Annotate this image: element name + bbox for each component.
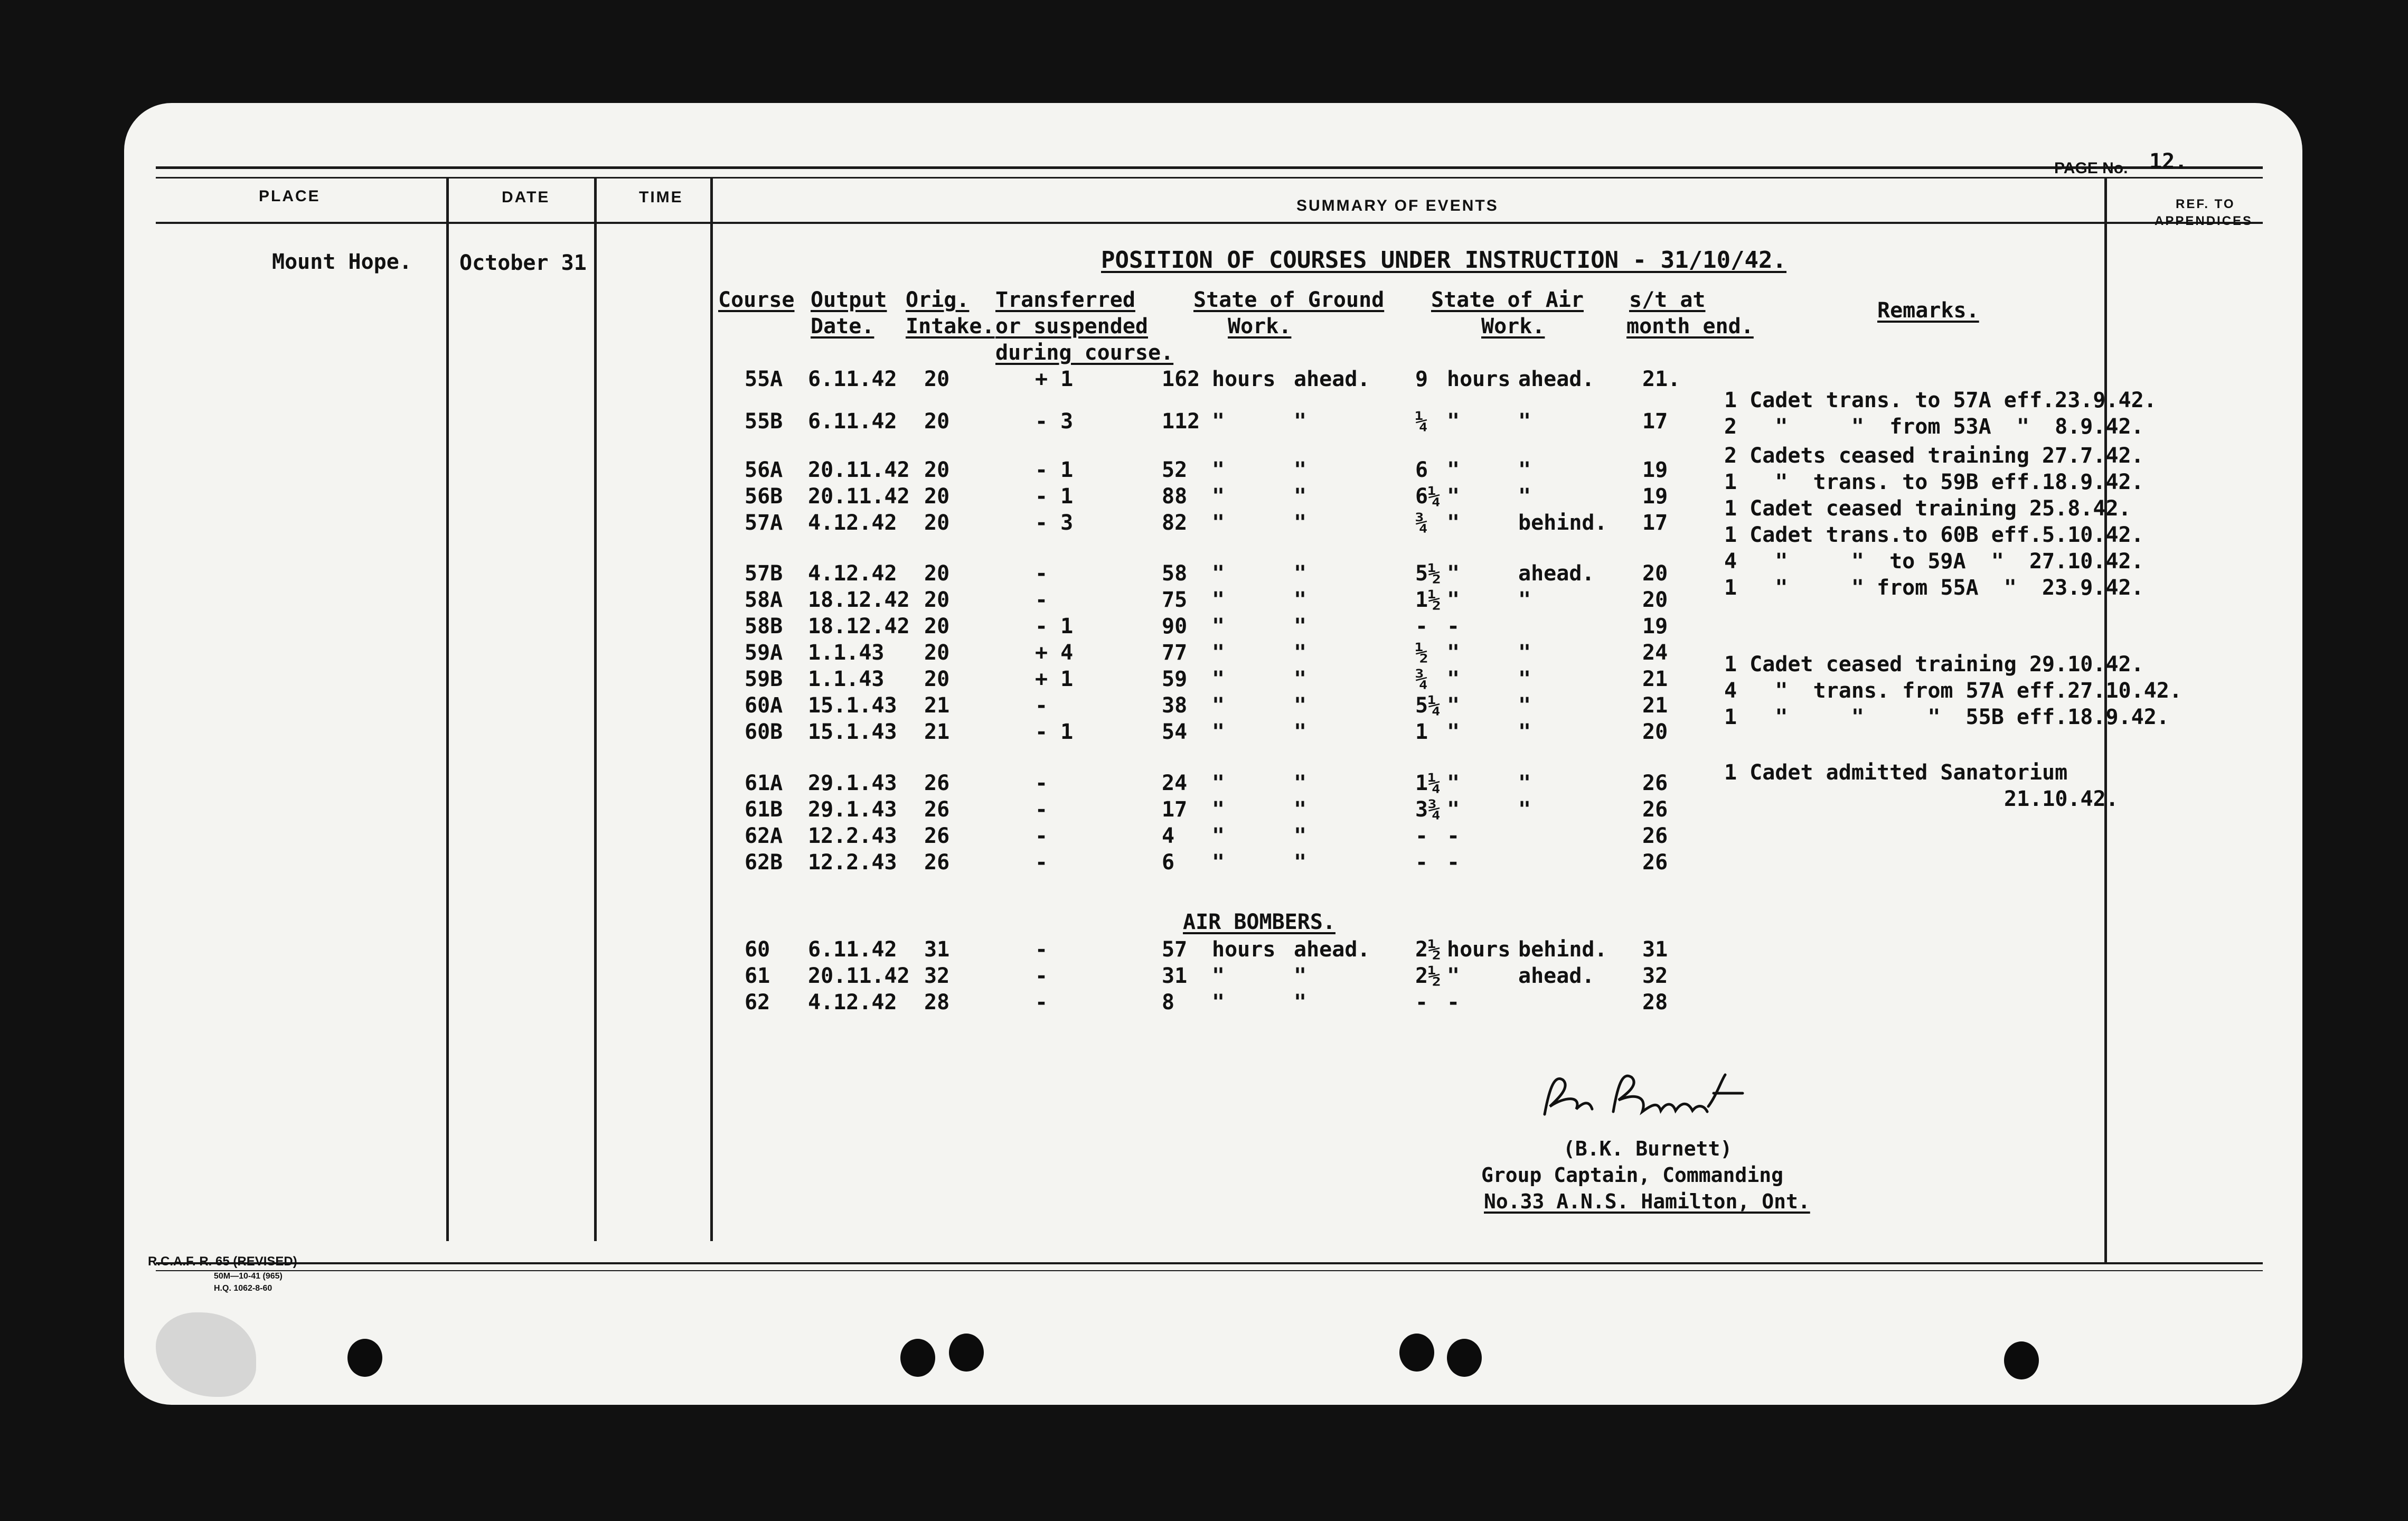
- row-intake: 20: [924, 667, 950, 691]
- row-intake: 26: [924, 824, 950, 848]
- punch-hole: [900, 1339, 935, 1377]
- row-air-unit: -: [1447, 850, 1460, 875]
- row-st: 19: [1642, 614, 1668, 639]
- row-air-unit: hours: [1447, 937, 1511, 962]
- row-ground: 38: [1162, 693, 1188, 718]
- row-ground: 57: [1162, 937, 1188, 962]
- row-air: 1¼: [1415, 771, 1441, 795]
- remark-line: 1 Cadet trans.to 60B eff.5.10.42.: [1724, 523, 2144, 547]
- row-air: 2½: [1415, 937, 1441, 962]
- th-st-2: month end.: [1626, 314, 1754, 339]
- row-intake: 21: [924, 693, 950, 718]
- row-air-dir: ": [1518, 409, 1531, 434]
- row-ground-dir: ": [1294, 964, 1307, 988]
- row-ground-dir: ": [1294, 771, 1307, 795]
- row-output: 20.11.42: [808, 484, 910, 509]
- row-st: 17: [1642, 409, 1668, 434]
- document-card: [124, 103, 2302, 1405]
- header-bottom-rule: [156, 222, 2263, 224]
- col-time-header: TIME: [639, 189, 683, 206]
- row-output: 4.12.42: [808, 561, 897, 586]
- row-st: 17: [1642, 511, 1668, 535]
- remark-line: 1 Cadet ceased training 29.10.42.: [1724, 652, 2144, 677]
- th-air-2: Work.: [1481, 314, 1545, 339]
- row-ground: 4: [1162, 824, 1175, 848]
- row-st: 19: [1642, 458, 1668, 482]
- row-transferred: -: [1035, 850, 1048, 875]
- top-rule: [156, 166, 2263, 169]
- row-ground-dir: ": [1294, 458, 1307, 482]
- remark-line: 1 Cadet admitted Sanatorium: [1724, 760, 2068, 785]
- row-ground-unit: ": [1212, 614, 1225, 639]
- row-transferred: - 1: [1035, 484, 1074, 509]
- row-ground-unit: ": [1212, 720, 1225, 744]
- row-output: 20.11.42: [808, 964, 910, 988]
- row-air: -: [1415, 824, 1428, 848]
- row-intake: 26: [924, 850, 950, 875]
- row-st: 19: [1642, 484, 1668, 509]
- row-ground: 6: [1162, 850, 1175, 875]
- remark-line: 21.10.42.: [2004, 787, 2119, 811]
- row-intake: 20: [924, 561, 950, 586]
- torn-corner: [156, 1312, 256, 1397]
- row-st: 26: [1642, 850, 1668, 875]
- row-air-unit: ": [1447, 588, 1460, 612]
- row-air: ¾: [1415, 667, 1428, 691]
- row-course: 60: [745, 937, 770, 962]
- row-ground: 58: [1162, 561, 1188, 586]
- row-air: ¼: [1415, 409, 1428, 434]
- row-ground-unit: ": [1212, 641, 1225, 665]
- row-intake: 20: [924, 484, 950, 509]
- row-air-dir: ": [1518, 693, 1531, 718]
- row-output: 4.12.42: [808, 990, 897, 1015]
- row-st: 31: [1642, 937, 1668, 962]
- remark-line: 4 " " to 59A " 27.10.42.: [1724, 549, 2144, 574]
- punch-hole: [949, 1334, 984, 1372]
- punch-hole: [1447, 1339, 1482, 1377]
- row-st: 21: [1642, 693, 1668, 718]
- row-st: 21: [1642, 667, 1668, 691]
- entry-place: Mount Hope.: [272, 250, 412, 274]
- row-output: 6.11.42: [808, 937, 897, 962]
- row-air-unit: -: [1447, 824, 1460, 848]
- row-intake: 21: [924, 720, 950, 744]
- row-course: 60A: [745, 693, 783, 718]
- row-ground: 75: [1162, 588, 1188, 612]
- row-air: ¾: [1415, 511, 1428, 535]
- signatory-name: (B.K. Burnett): [1563, 1137, 1733, 1160]
- row-air-dir: ": [1518, 797, 1531, 822]
- row-air-unit: ": [1447, 484, 1460, 509]
- row-ground-dir: ": [1294, 720, 1307, 744]
- col-place-header: PLACE: [259, 187, 321, 205]
- row-ground-dir: ": [1294, 511, 1307, 535]
- row-course: 55B: [745, 409, 783, 434]
- row-st: 21.: [1642, 367, 1681, 391]
- row-air-dir: ": [1518, 720, 1531, 744]
- row-transferred: -: [1035, 771, 1048, 795]
- row-ground-unit: ": [1212, 824, 1225, 848]
- row-air-unit: ": [1447, 409, 1460, 434]
- th-ground-2: Work.: [1228, 314, 1292, 339]
- signature-image: [1534, 1064, 1756, 1128]
- row-air: -: [1415, 990, 1428, 1015]
- row-air: -: [1415, 850, 1428, 875]
- row-ground-dir: ": [1294, 824, 1307, 848]
- footer-rule: [156, 1262, 2263, 1264]
- row-output: 4.12.42: [808, 511, 897, 535]
- divider-date-time: [594, 177, 597, 1241]
- row-air-dir: ": [1518, 484, 1531, 509]
- row-air-dir: ": [1518, 641, 1531, 665]
- row-output: 18.12.42: [808, 614, 910, 639]
- row-course: 62A: [745, 824, 783, 848]
- form-id-line-2: 50M—10-41 (965): [214, 1272, 283, 1281]
- row-st: 26: [1642, 771, 1668, 795]
- divider-place-date: [446, 177, 449, 1241]
- row-air-unit: ": [1447, 667, 1460, 691]
- row-ground-unit: ": [1212, 484, 1225, 509]
- row-air-dir: ahead.: [1518, 561, 1595, 586]
- signatory-rank: Group Captain, Commanding: [1481, 1163, 1783, 1187]
- row-air: 3¾: [1415, 797, 1441, 822]
- row-transferred: -: [1035, 990, 1048, 1015]
- row-transferred: -: [1035, 588, 1048, 612]
- row-output: 20.11.42: [808, 458, 910, 482]
- row-air-unit: ": [1447, 458, 1460, 482]
- row-ground: 82: [1162, 511, 1188, 535]
- row-air-dir: ahead.: [1518, 964, 1595, 988]
- row-course: 61: [745, 964, 770, 988]
- summary-title: POSITION OF COURSES UNDER INSTRUCTION - 31/10/42.: [1101, 247, 1787, 274]
- row-transferred: -: [1035, 797, 1048, 822]
- row-air: 5¼: [1415, 693, 1441, 718]
- row-course: 59A: [745, 641, 783, 665]
- page-no-label: PAGE No.: [2054, 159, 2128, 177]
- row-ground-dir: ahead.: [1294, 937, 1370, 962]
- row-ground-unit: hours: [1212, 367, 1276, 391]
- row-st: 20: [1642, 561, 1668, 586]
- col-date-header: DATE: [502, 189, 550, 206]
- row-transferred: -: [1035, 824, 1048, 848]
- row-air-dir: ": [1518, 771, 1531, 795]
- punch-hole: [347, 1339, 382, 1377]
- remark-line: 2 Cadets ceased training 27.7.42.: [1724, 444, 2144, 468]
- row-air-unit: ": [1447, 720, 1460, 744]
- row-output: 15.1.43: [808, 693, 897, 718]
- row-air-unit: hours: [1447, 367, 1511, 391]
- air-bombers-heading: AIR BOMBERS.: [1183, 910, 1335, 934]
- row-air-unit: ": [1447, 693, 1460, 718]
- row-st: 26: [1642, 797, 1668, 822]
- row-course: 58A: [745, 588, 783, 612]
- row-ground-dir: ": [1294, 614, 1307, 639]
- row-ground: 52: [1162, 458, 1188, 482]
- row-air-dir: ahead.: [1518, 367, 1595, 391]
- row-intake: 20: [924, 614, 950, 639]
- col-summary-header: SUMMARY OF EVENTS: [1296, 197, 1499, 214]
- row-ground-unit: ": [1212, 771, 1225, 795]
- row-output: 15.1.43: [808, 720, 897, 744]
- row-course: 57A: [745, 511, 783, 535]
- remark-line: 1 " " from 55A " 23.9.42.: [1724, 576, 2144, 600]
- row-air-dir: ": [1518, 588, 1531, 612]
- row-ground-unit: ": [1212, 588, 1225, 612]
- row-st: 20: [1642, 588, 1668, 612]
- row-ground: 112: [1162, 409, 1200, 434]
- row-course: 62B: [745, 850, 783, 875]
- row-intake: 20: [924, 409, 950, 434]
- row-ground-unit: ": [1212, 511, 1225, 535]
- row-transferred: -: [1035, 561, 1048, 586]
- form-id-line-1: R.C.A.F. R. 65 (REVISED): [148, 1254, 297, 1269]
- row-st: 20: [1642, 720, 1668, 744]
- row-output: 12.2.43: [808, 850, 897, 875]
- row-intake: 32: [924, 964, 950, 988]
- row-ground-dir: ": [1294, 484, 1307, 509]
- row-air-dir: ": [1518, 667, 1531, 691]
- row-output: 29.1.43: [808, 797, 897, 822]
- signatory-unit: No.33 A.N.S. Hamilton, Ont.: [1484, 1190, 1810, 1213]
- row-air-dir: ": [1518, 458, 1531, 482]
- row-ground-unit: ": [1212, 561, 1225, 586]
- row-course: 57B: [745, 561, 783, 586]
- row-transferred: -: [1035, 937, 1048, 962]
- row-transferred: -: [1035, 693, 1048, 718]
- row-transferred: - 1: [1035, 458, 1074, 482]
- row-ground-unit: hours: [1212, 937, 1276, 962]
- row-output: 29.1.43: [808, 771, 897, 795]
- th-remarks: Remarks.: [1877, 298, 1979, 323]
- row-transferred: + 4: [1035, 641, 1074, 665]
- row-air-unit: ": [1447, 641, 1460, 665]
- row-air: 1½: [1415, 588, 1441, 612]
- row-transferred: - 1: [1035, 720, 1074, 744]
- row-output: 1.1.43: [808, 641, 885, 665]
- row-ground-unit: ": [1212, 693, 1225, 718]
- row-transferred: - 3: [1035, 409, 1074, 434]
- th-air-1: State of Air: [1431, 288, 1584, 312]
- row-intake: 26: [924, 797, 950, 822]
- remark-line: 2 " " from 53A " 8.9.42.: [1724, 415, 2144, 439]
- row-intake: 20: [924, 641, 950, 665]
- row-course: 61B: [745, 797, 783, 822]
- th-output-1: Output: [811, 288, 887, 312]
- row-ground-unit: ": [1212, 458, 1225, 482]
- row-air-unit: -: [1447, 990, 1460, 1015]
- row-output: 18.12.42: [808, 588, 910, 612]
- row-ground-dir: ": [1294, 641, 1307, 665]
- row-st: 32: [1642, 964, 1668, 988]
- row-air-dir: behind.: [1518, 937, 1607, 962]
- row-air-unit: -: [1447, 614, 1460, 639]
- row-transferred: + 1: [1035, 367, 1074, 391]
- row-course: 56B: [745, 484, 783, 509]
- row-air: 1: [1415, 720, 1428, 744]
- row-course: 62: [745, 990, 770, 1015]
- row-air: 9: [1415, 367, 1428, 391]
- row-intake: 20: [924, 367, 950, 391]
- th-intake-2: Intake.: [906, 314, 995, 339]
- row-ground-unit: ": [1212, 667, 1225, 691]
- remark-line: 1 Cadet trans. to 57A eff.23.9.42.: [1724, 388, 2157, 412]
- row-ground-unit: ": [1212, 409, 1225, 434]
- row-ground-dir: ": [1294, 667, 1307, 691]
- row-output: 12.2.43: [808, 824, 897, 848]
- row-st: 26: [1642, 824, 1668, 848]
- row-ground: 90: [1162, 614, 1188, 639]
- row-air: 6: [1415, 458, 1428, 482]
- row-ground-dir: ": [1294, 561, 1307, 586]
- row-air: ½: [1415, 641, 1428, 665]
- row-ground: 54: [1162, 720, 1188, 744]
- th-output-2: Date.: [811, 314, 874, 339]
- row-air: 2½: [1415, 964, 1441, 988]
- row-transferred: - 3: [1035, 511, 1074, 535]
- row-course: 59B: [745, 667, 783, 691]
- row-course: 61A: [745, 771, 783, 795]
- row-transferred: - 1: [1035, 614, 1074, 639]
- row-ground-dir: ": [1294, 409, 1307, 434]
- header-rule: [156, 177, 2263, 179]
- row-intake: 20: [924, 588, 950, 612]
- row-air-unit: ": [1447, 964, 1460, 988]
- remark-line: 4 " trans. from 57A eff.27.10.42.: [1724, 679, 2182, 703]
- row-st: 24: [1642, 641, 1668, 665]
- row-ground: 8: [1162, 990, 1175, 1015]
- row-st: 28: [1642, 990, 1668, 1015]
- row-course: 55A: [745, 367, 783, 391]
- row-ground-dir: ": [1294, 588, 1307, 612]
- row-ground-unit: ": [1212, 964, 1225, 988]
- row-air-unit: ": [1447, 511, 1460, 535]
- row-ground-unit: ": [1212, 797, 1225, 822]
- row-ground: 31: [1162, 964, 1188, 988]
- th-st-1: s/t at: [1629, 288, 1706, 312]
- row-course: 56A: [745, 458, 783, 482]
- row-air-unit: ": [1447, 561, 1460, 586]
- th-transferred-1: Transferred: [995, 288, 1135, 312]
- th-ground-1: State of Ground: [1193, 288, 1385, 312]
- remark-line: 1 Cadet ceased training 25.8.42.: [1724, 496, 2131, 521]
- remark-line: 1 " trans. to 59B eff.18.9.42.: [1724, 470, 2144, 494]
- row-ground: 162: [1162, 367, 1200, 391]
- col-ref-header-1: REF. TO: [2176, 197, 2235, 211]
- punch-hole: [1399, 1334, 1434, 1372]
- row-output: 1.1.43: [808, 667, 885, 691]
- th-transferred-2: or suspended: [995, 314, 1148, 339]
- th-transferred-3: during course.: [995, 341, 1174, 365]
- row-air-unit: ": [1447, 771, 1460, 795]
- row-ground-dir: ahead.: [1294, 367, 1370, 391]
- row-output: 6.11.42: [808, 367, 897, 391]
- footer-rule-2: [156, 1270, 2263, 1271]
- row-air: 6¼: [1415, 484, 1441, 509]
- row-ground: 24: [1162, 771, 1188, 795]
- row-ground-dir: ": [1294, 850, 1307, 875]
- entry-date: October 31: [459, 251, 587, 275]
- row-course: 58B: [745, 614, 783, 639]
- row-air: -: [1415, 614, 1428, 639]
- page-no: 12.: [2149, 149, 2188, 174]
- row-ground: 77: [1162, 641, 1188, 665]
- row-intake: 31: [924, 937, 950, 962]
- remark-line: 1 " " " 55B eff.18.9.42.: [1724, 705, 2169, 729]
- row-ground-dir: ": [1294, 797, 1307, 822]
- row-ground: 59: [1162, 667, 1188, 691]
- row-air-unit: ": [1447, 797, 1460, 822]
- row-air: 5½: [1415, 561, 1441, 586]
- row-ground-dir: ": [1294, 693, 1307, 718]
- divider-time-summary: [710, 177, 713, 1241]
- row-transferred: + 1: [1035, 667, 1074, 691]
- row-intake: 28: [924, 990, 950, 1015]
- row-ground-dir: ": [1294, 990, 1307, 1015]
- form-id-line-3: H.Q. 1062-8-60: [214, 1284, 272, 1293]
- row-output: 6.11.42: [808, 409, 897, 434]
- row-air-dir: behind.: [1518, 511, 1607, 535]
- row-intake: 20: [924, 458, 950, 482]
- punch-hole: [2004, 1341, 2039, 1379]
- row-ground-unit: ": [1212, 990, 1225, 1015]
- row-transferred: -: [1035, 964, 1048, 988]
- row-ground-unit: ": [1212, 850, 1225, 875]
- col-ref-header-2: APPENDICES: [2155, 214, 2253, 228]
- th-course: Course: [718, 288, 795, 312]
- row-ground: 17: [1162, 797, 1188, 822]
- row-ground: 88: [1162, 484, 1188, 509]
- th-intake-1: Orig.: [906, 288, 970, 312]
- row-course: 60B: [745, 720, 783, 744]
- row-intake: 20: [924, 511, 950, 535]
- row-intake: 26: [924, 771, 950, 795]
